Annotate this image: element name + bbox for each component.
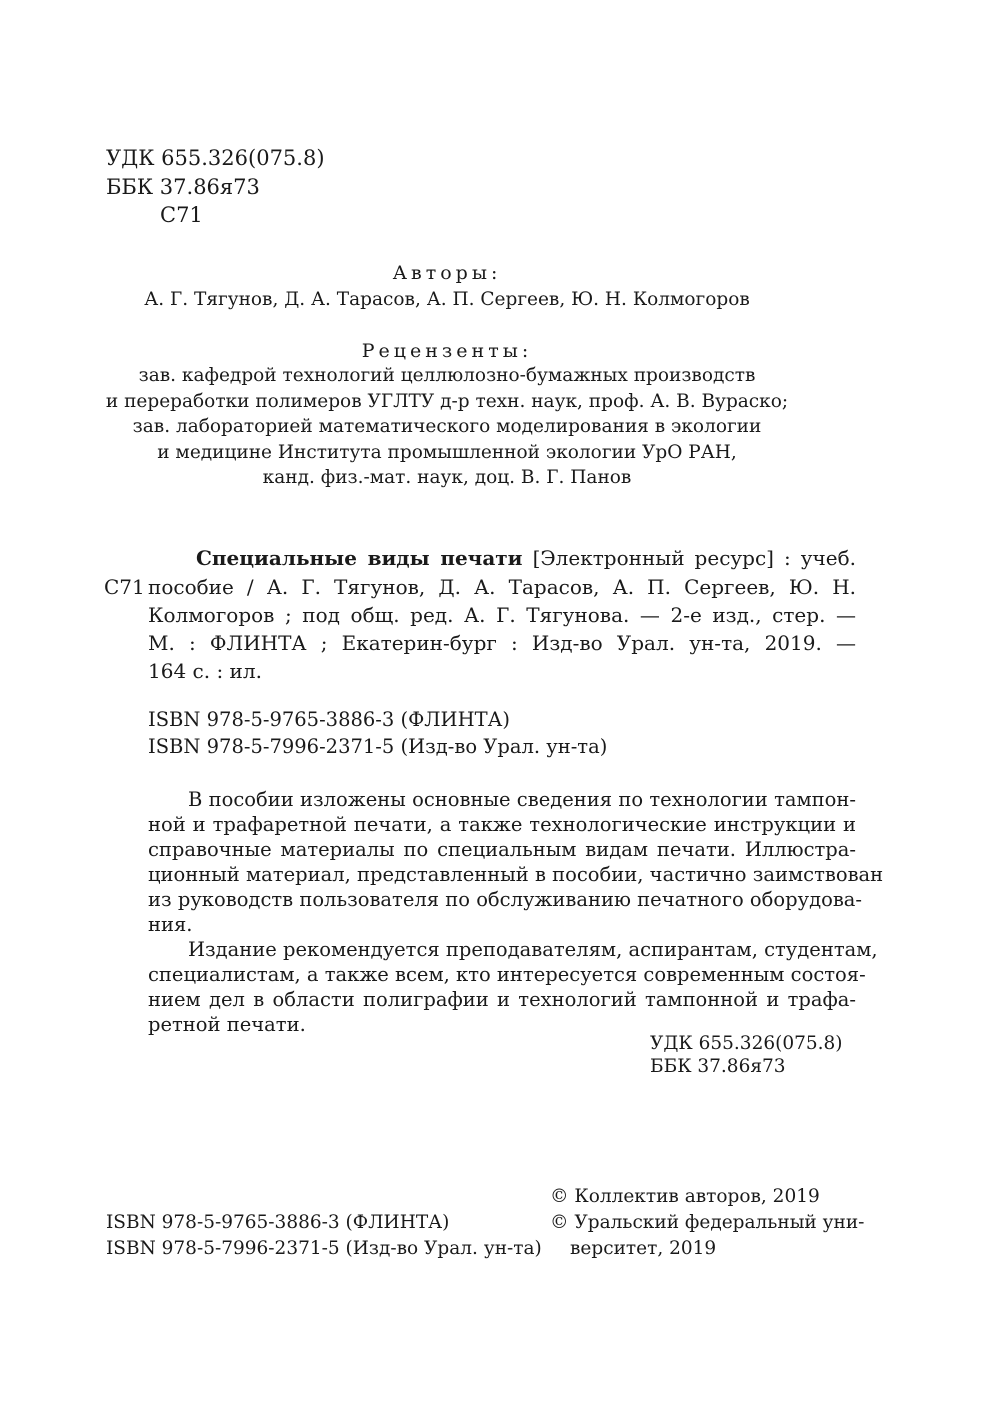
abstract-line: ной и трафаретной печати, а также технологические инструкции и — [148, 813, 856, 836]
abstract-line: ционный материал, представленный в пособии, частично заимствован — [148, 863, 884, 886]
isbn-flinta: ISBN 978-5-9765-3886-3 (ФЛИНТА) — [148, 708, 510, 731]
biblio-line: пособие / А. Г. Тягунов, Д. А. Тарасов, А. П. Сергеев, Ю. Н. — [148, 575, 856, 599]
copyright-university-cont: верситет, 2019 — [570, 1238, 717, 1259]
reviewer-line: зав. лабораторией математического моделирования в экологии — [132, 416, 762, 437]
reviewer-line: и медицине Института промышленной экологии УрО РАН, — [157, 442, 737, 463]
abstract-line: специалистам, а также всем, кто интересуется современным состоя- — [148, 963, 866, 986]
authors-names: А. Г. Тягунов, Д. А. Тарасов, А. П. Сергеев, Ю. Н. Колмогоров — [144, 289, 750, 310]
author-mark: С71 — [160, 203, 203, 227]
abstract-line: Издание рекомендуется преподавателям, аспирантам, студентам, — [188, 938, 878, 961]
bottom-udk: УДК 655.326(075.8) — [650, 1033, 843, 1054]
abstract-line: ния. — [148, 913, 193, 936]
udk-code: УДК 655.326(075.8) — [106, 146, 325, 170]
abstract-line: из руководств пользователя по обслуживанию печатного оборудова- — [148, 888, 863, 911]
copyright-university: © Уральский федеральный уни- — [550, 1212, 865, 1233]
reviewers-heading: Рецензенты: — [361, 340, 533, 362]
biblio-line: Колмогоров ; под общ. ред. А. Г. Тягунова. — 2-е изд., стер. — — [148, 603, 856, 627]
abstract-line: нием дел в области полиграфии и технологий тампонной и трафа- — [148, 988, 856, 1011]
abstract-line: В пособии изложены основные сведения по технологии тампон- — [188, 788, 856, 811]
bottom-bbk: ББК 37.86я73 — [650, 1056, 786, 1077]
bbk-code: ББК 37.86я73 — [106, 175, 260, 199]
isbn-ural: ISBN 978-5-7996-2371-5 (Изд-во Урал. ун-та) — [148, 735, 608, 758]
abstract-line: ретной печати. — [148, 1013, 306, 1036]
copyright-authors: © Коллектив авторов, 2019 — [550, 1186, 820, 1207]
reviewer-line: канд. физ.-мат. наук, доц. В. Г. Панов — [262, 467, 632, 488]
biblio-line: М. : ФЛИНТА ; Екатерин-бург : Изд-во Урал. ун-та, 2019. — — [148, 631, 856, 655]
reviewer-line: зав. кафедрой технологий целлюлозно-бумажных производств — [138, 365, 756, 386]
biblio-title-rest: [Электронный ресурс] : учеб. — [532, 546, 856, 570]
abstract-line: справочные материалы по специальным видам печати. Иллюстра- — [148, 838, 856, 861]
biblio-line: 164 с. : ил. — [148, 659, 262, 683]
biblio-title-line — [196, 546, 856, 570]
footer-isbn-flinta: ISBN 978-5-9765-3886-3 (ФЛИНТА) — [106, 1212, 450, 1233]
footer-isbn-ural: ISBN 978-5-7996-2371-5 (Изд-во Урал. ун-та) — [106, 1238, 542, 1259]
authors-heading: Авторы: — [392, 262, 502, 284]
reviewer-line: и переработки полимеров УГЛТУ д-р техн. наук, проф. А. В. Вураско; — [105, 391, 789, 412]
biblio-title: Специальные виды печати — [196, 546, 523, 570]
biblio-mark: С71 — [104, 575, 145, 599]
